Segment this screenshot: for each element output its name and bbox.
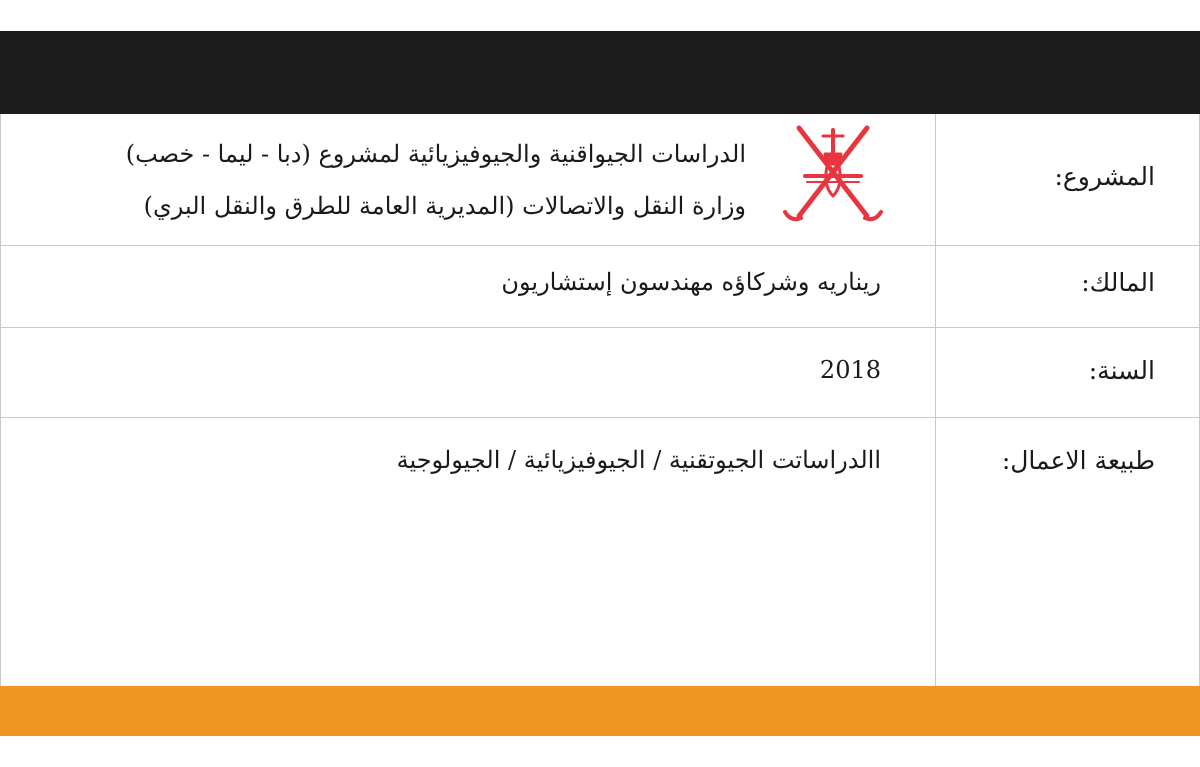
project-title-line1: الدراسات الجيواقنية والجيوفيزيائية لمشروع (دبا - ليما - خصب): [125, 140, 746, 168]
year-label: السنة:: [1088, 356, 1155, 385]
header-bar: [0, 31, 1200, 114]
work-type-value: االدراساتت الجيوتقنية / الجيوفيزيائية / الجيولوجية: [396, 446, 881, 474]
project-title-line2: وزارة النقل والاتصالات (المديرية العامة للطرق والنقل البري): [143, 192, 746, 220]
owner-value: ريناريه وشركاؤه مهندسون إستشاريون: [501, 268, 881, 296]
row-divider: [1, 245, 1200, 246]
project-details-table: [0, 114, 1200, 686]
column-divider: [935, 114, 936, 686]
row-divider: [1, 417, 1200, 418]
oman-emblem-icon: [779, 124, 887, 224]
work-type-label: طبيعة الاعمال:: [1001, 446, 1155, 475]
row-divider: [1, 327, 1200, 328]
year-value: 2018: [819, 356, 881, 384]
owner-label: المالك:: [1081, 268, 1155, 297]
footer-bar: [0, 686, 1200, 736]
project-label: المشروع:: [1054, 162, 1155, 191]
